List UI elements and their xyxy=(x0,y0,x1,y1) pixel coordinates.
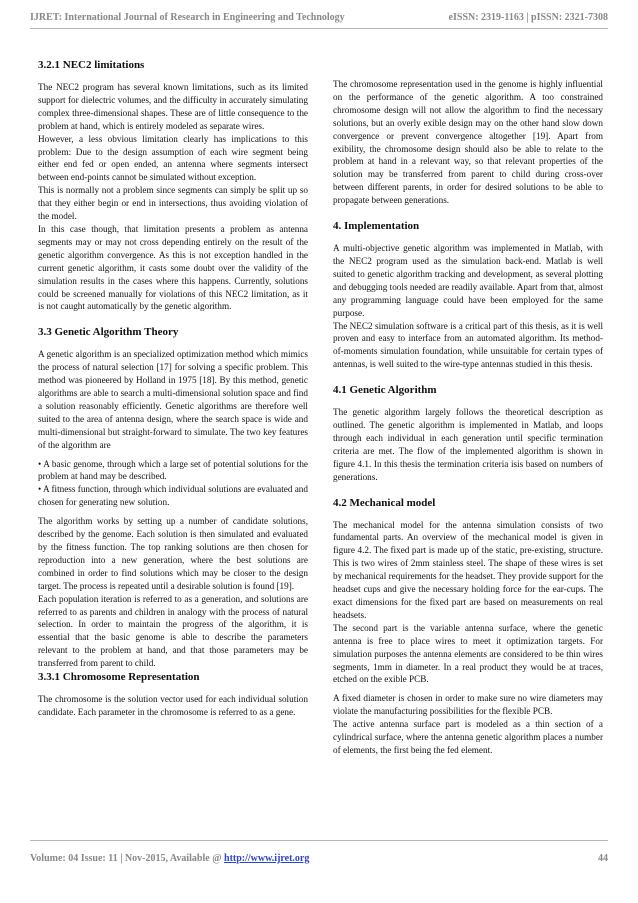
section-heading: 3.3 Genetic Algorithm Theory xyxy=(38,326,179,339)
bullet-item: • A basic genome, through which a large set of potential solutions for the problem at hand may be described. xyxy=(38,458,308,482)
section-heading: 4. Implementation xyxy=(333,220,420,233)
volume-text: Volume: 04 Issue: 11 | Nov-2015, Available @ xyxy=(30,853,225,864)
paragraph: However, a less obvious limitation clearly has implications to this problem: Due to the design assumption of each wire segment being either end fed or open ended, an antenna where segments intersect between end-points cannot be simulated without exception. xyxy=(38,133,308,183)
paragraph: Each population iteration is referred to as a generation, and solutions are referred to as parents and children in analogy with the process of natural selection. In order to maintain the progress of the algorithm, it is essential that the basic genome is able to describe the parameters relevant to the problem at hand, and that those parameters may be transferred from parent to child. xyxy=(38,593,308,669)
paragraph: A fixed diameter is chosen in order to make sure no wire diameters may violate the manufacturing possibilities for the flexible PCB. xyxy=(333,693,603,717)
section-heading: 4.1 Genetic Algorithm xyxy=(333,384,437,397)
right-column xyxy=(333,78,603,757)
bullet-item: • A fitness function, through which individual solutions are evaluated and chosen for generating new solution. xyxy=(38,484,308,508)
issn-info: eISSN: 2319-1163 | pISSN: 2321-7308 xyxy=(448,12,608,23)
left-column xyxy=(38,58,308,719)
paragraph: The genetic algorithm largely follows the theoretical description as outlined. The genetic algorithm is implemented in Matlab, and loops through each individual in each generation until specific termination criteria are met. The flow of the implemented algorithm is shown in figure 4.1. In this thesis the termination criteria isis based on numbers of generations. xyxy=(333,407,603,482)
journal-link[interactable]: http://www.ijret.org xyxy=(224,853,310,864)
paragraph: The NEC2 program has several known limitations, such as its limited support for dielectric volumes, and the difficulty in accurately simulating complex three-dimensional shapes. These are of little consequence to the problem at hand, which is entirely modeled as separate wires. xyxy=(38,82,308,131)
header-divider xyxy=(30,28,608,29)
paragraph: The mechanical model for the antenna simulation consists of two fundamental parts. An overview of the mechanical model is given in figure 4.2. The fixed part is made up of the static, pre-existing, structure. This is two wires of 2mm stainless steel. The shape of these wires is set by mechanical requirements for the headset. They provide support for the headset cups and give the necessary holding force for the ear-cups. The exact dimensions for the fixed part are based on measurements on real headsets. xyxy=(333,519,604,620)
paragraph: The chromosome is the solution vector used for each individual solution candidate. Each parameter in the chromosome is referred to as a gene. xyxy=(38,694,308,717)
volume-info xyxy=(30,853,309,864)
paragraph: The NEC2 simulation software is a critical part of this thesis, as it is well proven and easy to interface from an automated algorithm. Its method-of-moments simulation foundation, while unsuitable for certain types of antennas, is well suited to the wire-type antennas studied in this thesis. xyxy=(333,320,603,370)
paragraph: This is normally not a problem since segments can simply be split up so that they either begin or end in intersections, thus avoiding violation of the model. xyxy=(38,185,308,222)
page-header xyxy=(30,12,608,23)
section-heading: 4.2 Mechanical model xyxy=(333,496,436,509)
section-heading: 3.2.1 NEC2 limitations xyxy=(38,59,145,71)
paragraph: A genetic algorithm is an specialized optimization method which mimics the process of natural selection [17] for solving a specific problem. This method was pioneered by Holland in 1975 [18]. By this method, genetic algorithms are able to search a multi-dimensional solution space and find a solution reasonably efficiently. Genetic algorithms are therefore well suited to the area of antenna design, where the search space is wide and multi-dimensional but straight-forward to simulate. The two key features of the algorithm are xyxy=(38,349,308,450)
footer-divider xyxy=(30,840,608,841)
paragraph: In this case though, that limitation presents a problem as antenna segments may or may not cross depending entirely on the result of the genetic algorithm convergence. As this is not exception handled in the current genetic algorithm, it casts some doubt over the validity of the simulation results in the cases where this happens. Currently, solutions could be screened manually for violations of this NEC2 limitation, as it is not caught automatically by the genetic algorithm. xyxy=(38,223,308,312)
paragraph: The chromosome representation used in the genome is highly influential on the performance of the genetic algorithm. A too constrained chromosome design will not allow the algorithm to find the necessary solutions, but an overly exible design may on the other hand slow down convergence or prevent convergence altogether [19]. Apart from exibility, the chromosome design should also be able to relate to the problem at hand in a relevant way, so that relevant properties of the solution may be transferred from parent to child during cross-over between different parents, in order for desired solutions to be able to propagate between generations. xyxy=(333,79,603,206)
page-number: 44 xyxy=(598,853,608,864)
paragraph: A multi-objective genetic algorithm was implemented in Matlab, with the NEC2 program used as the simulation back-end. Matlab is well suited to genetic algorithm tracking and development, as several plotting and debugging tools needed are readily available. Apart from that, almost any programming language could have been employed for the same purpose. xyxy=(333,243,603,318)
paragraph: The algorithm works by setting up a number of candidate solutions, described by the genome. Each solution is then simulated and evaluated by the fitness function. The top ranking solutions are then chosen for reproduction into a new generation, where the best solutions are combined in order to find solutions which may be closer to the design target. The process is repeated until a desirable solution is found [19]. xyxy=(38,516,308,591)
journal-title: IJRET: International Journal of Research in Engineering and Technology xyxy=(30,12,345,23)
page-footer xyxy=(30,853,608,864)
paragraph: The active antenna surface part is modeled as a thin section of a cylindrical surface, where the antenna genetic algorithm places a number of elements, the first being the fed element. xyxy=(333,719,603,755)
section-heading: 3.3.1 Chromosome Representation xyxy=(38,671,200,684)
paragraph: The second part is the variable antenna surface, where the genetic antenna is free to place wires to meet it optimization targets. For simulation purposes the antenna elements are considered to be thin wires segments, 1mm in diameter. In a real product they would be at traces, etched on the exible PCB. xyxy=(333,622,603,685)
